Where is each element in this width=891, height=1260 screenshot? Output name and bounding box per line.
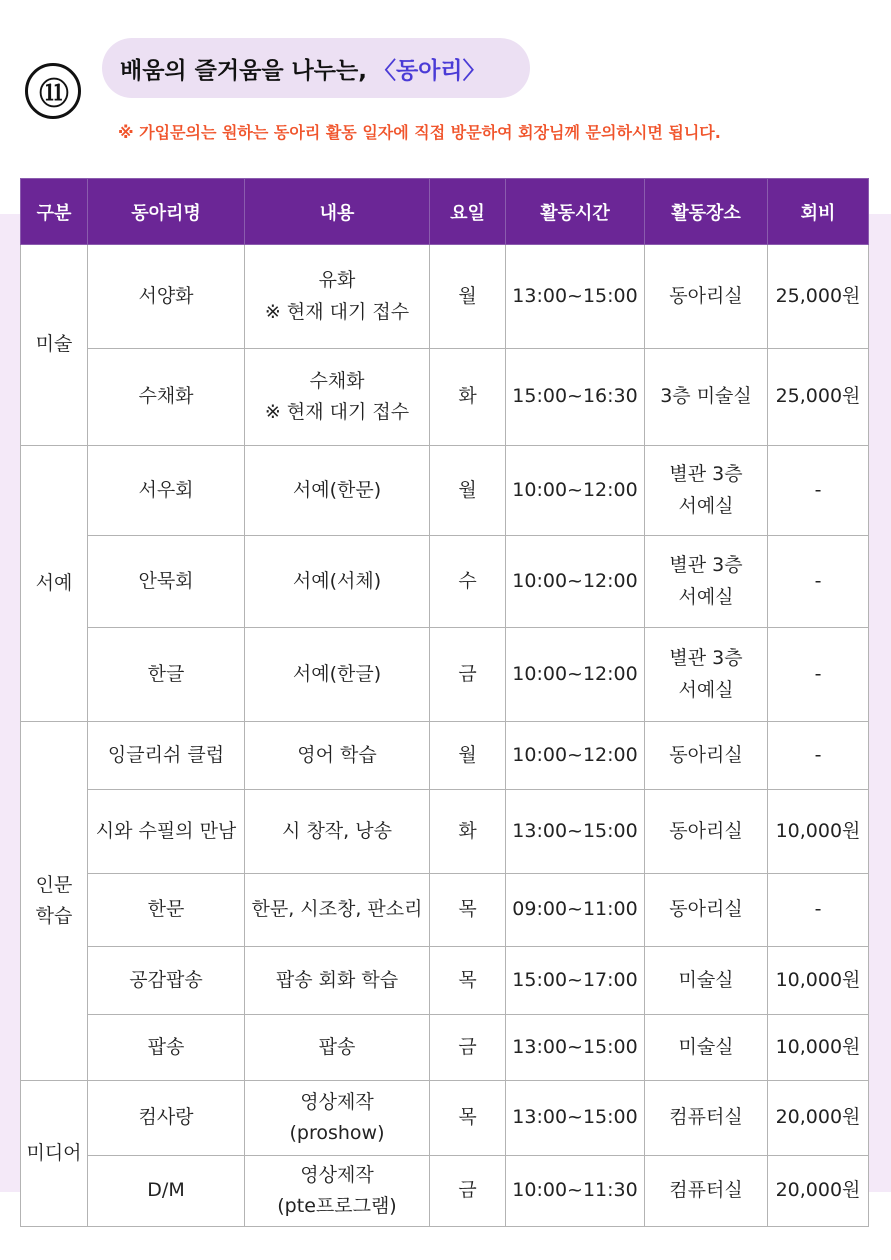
time-cell: 13:00~15:00 <box>506 1081 645 1156</box>
club-name-cell: 시와 수필의 만남 <box>88 790 245 874</box>
time-cell: 15:00~17:00 <box>506 947 645 1015</box>
place-cell <box>645 1156 768 1227</box>
fee-cell: - <box>768 722 869 790</box>
place-cell-line: 미술실 <box>678 1035 734 1058</box>
fee-cell: 10,000원 <box>768 790 869 874</box>
day-cell: 금 <box>430 1015 506 1081</box>
fee-cell: - <box>768 536 869 628</box>
category-cell <box>21 722 88 1081</box>
section-title-accent: 〈동아리〉 <box>372 57 486 84</box>
place-cell-line: 동아리실 <box>669 743 743 766</box>
table-row <box>21 1156 869 1227</box>
content-cell-line: 영상제작 <box>300 1163 374 1186</box>
table-row <box>21 874 869 947</box>
content-cell-line: (proshow) <box>289 1122 385 1144</box>
content-cell-line: 한문, 시조창, 판소리 <box>251 898 423 921</box>
category-label: 인문 <box>35 873 73 896</box>
time-cell: 13:00~15:00 <box>506 1015 645 1081</box>
section-title-text: 배움의 즐거움을 나누는, <box>120 57 367 84</box>
content-cell <box>245 790 430 874</box>
place-cell-line: 서예실 <box>678 494 734 517</box>
fee-cell: 25,000원 <box>768 245 869 349</box>
table-row <box>21 947 869 1015</box>
table-row <box>21 1081 869 1156</box>
time-cell: 13:00~15:00 <box>506 790 645 874</box>
section-title <box>102 38 530 98</box>
table-body <box>21 245 869 1227</box>
club-name-cell: 컴사랑 <box>88 1081 245 1156</box>
table-row <box>21 790 869 874</box>
content-cell <box>245 349 430 446</box>
content-cell-line: 팝송 <box>318 1035 356 1058</box>
category-label: 미디어 <box>26 1141 82 1164</box>
content-cell <box>245 536 430 628</box>
place-cell <box>645 245 768 349</box>
column-header: 회비 <box>768 179 869 245</box>
content-cell <box>245 722 430 790</box>
content-cell-line: 시 창작, 낭송 <box>282 819 392 842</box>
content-cell-line: (pte프로그램) <box>277 1195 397 1217</box>
club-name-cell: D/M <box>88 1156 245 1227</box>
time-cell: 09:00~11:00 <box>506 874 645 947</box>
time-cell: 10:00~12:00 <box>506 722 645 790</box>
day-cell: 금 <box>430 628 506 722</box>
content-cell-line: 팝송 회화 학습 <box>275 968 399 991</box>
place-cell-line: 3층 미술실 <box>660 385 752 408</box>
day-cell: 금 <box>430 1156 506 1227</box>
place-cell <box>645 536 768 628</box>
place-cell-line: 서예실 <box>678 678 734 701</box>
place-cell-line: 서예실 <box>678 585 734 608</box>
table-row <box>21 722 869 790</box>
content-cell <box>245 628 430 722</box>
fee-cell: 20,000원 <box>768 1156 869 1227</box>
fee-cell: - <box>768 446 869 536</box>
category-cell <box>21 446 88 722</box>
content-cell <box>245 947 430 1015</box>
place-cell <box>645 874 768 947</box>
fee-cell: 10,000원 <box>768 947 869 1015</box>
club-name-cell: 잉글리쉬 클럽 <box>88 722 245 790</box>
club-name-cell: 서우회 <box>88 446 245 536</box>
time-cell: 13:00~15:00 <box>506 245 645 349</box>
place-cell <box>645 790 768 874</box>
place-cell-line: 동아리실 <box>669 898 743 921</box>
club-name-cell: 안묵회 <box>88 536 245 628</box>
place-cell <box>645 1081 768 1156</box>
place-cell-line: 미술실 <box>678 968 734 991</box>
fee-cell: - <box>768 628 869 722</box>
background-band-left <box>0 214 20 1192</box>
content-cell-line: 수채화 <box>309 369 365 392</box>
content-cell-line: 서예(한문) <box>292 478 382 501</box>
place-cell-line: 컴퓨터실 <box>669 1106 743 1129</box>
membership-notice: ※ 가입문의는 원하는 동아리 활동 일자에 직접 방문하여 회장님께 문의하시면 됩니다. <box>118 123 721 142</box>
column-header: 동아리명 <box>88 179 245 245</box>
content-cell-line: 영어 학습 <box>297 743 377 766</box>
content-cell-line: 영상제작 <box>300 1090 374 1113</box>
table-row <box>21 349 869 446</box>
club-name-cell: 서양화 <box>88 245 245 349</box>
column-header: 구분 <box>21 179 88 245</box>
fee-cell: 20,000원 <box>768 1081 869 1156</box>
category-cell <box>21 245 88 446</box>
content-cell-line: 서예(서체) <box>292 569 382 592</box>
club-table <box>20 178 869 1227</box>
day-cell: 목 <box>430 1081 506 1156</box>
content-cell-line: ※ 현재 대기 접수 <box>264 300 410 323</box>
club-name-cell: 한문 <box>88 874 245 947</box>
column-header: 내용 <box>245 179 430 245</box>
table-row <box>21 628 869 722</box>
day-cell: 월 <box>430 722 506 790</box>
content-cell <box>245 1081 430 1156</box>
column-header: 활동시간 <box>506 179 645 245</box>
place-cell-line: 컴퓨터실 <box>669 1179 743 1202</box>
day-cell: 목 <box>430 947 506 1015</box>
place-cell <box>645 446 768 536</box>
column-header: 활동장소 <box>645 179 768 245</box>
place-cell-line: 별관 3층 <box>669 554 743 577</box>
category-label: 서예 <box>35 571 73 594</box>
day-cell: 화 <box>430 790 506 874</box>
content-cell <box>245 446 430 536</box>
day-cell: 화 <box>430 349 506 446</box>
table-row <box>21 446 869 536</box>
content-cell-line: ※ 현재 대기 접수 <box>264 401 410 423</box>
time-cell: 10:00~12:00 <box>506 628 645 722</box>
table-row <box>21 1015 869 1081</box>
day-cell: 월 <box>430 245 506 349</box>
place-cell <box>645 628 768 722</box>
club-name-cell: 팝송 <box>88 1015 245 1081</box>
day-cell: 수 <box>430 536 506 628</box>
table-header-row <box>21 179 869 245</box>
category-cell <box>21 1081 88 1227</box>
place-cell <box>645 722 768 790</box>
background-band-right <box>867 214 891 1192</box>
table-row <box>21 536 869 628</box>
club-name-cell: 한글 <box>88 628 245 722</box>
content-cell <box>245 1015 430 1081</box>
place-cell-line: 별관 3층 <box>669 647 743 670</box>
time-cell: 10:00~12:00 <box>506 536 645 628</box>
time-cell: 10:00~11:30 <box>506 1156 645 1227</box>
table-row <box>21 245 869 349</box>
content-cell-line: 서예(한글) <box>292 662 382 685</box>
club-name-cell: 수채화 <box>88 349 245 446</box>
category-label: 학습 <box>35 905 73 927</box>
column-header: 요일 <box>430 179 506 245</box>
time-cell: 15:00~16:30 <box>506 349 645 446</box>
time-cell: 10:00~12:00 <box>506 446 645 536</box>
place-cell-line: 동아리실 <box>669 284 743 307</box>
place-cell-line: 동아리실 <box>669 819 743 842</box>
fee-cell: 25,000원 <box>768 349 869 446</box>
content-cell <box>245 245 430 349</box>
place-cell-line: 별관 3층 <box>669 463 743 486</box>
day-cell: 월 <box>430 446 506 536</box>
content-cell <box>245 874 430 947</box>
fee-cell: 10,000원 <box>768 1015 869 1081</box>
club-name-cell: 공감팝송 <box>88 947 245 1015</box>
fee-cell: - <box>768 874 869 947</box>
place-cell <box>645 1015 768 1081</box>
day-cell: 목 <box>430 874 506 947</box>
place-cell <box>645 349 768 446</box>
content-cell <box>245 1156 430 1227</box>
section-number-badge: ⑪ <box>25 63 81 119</box>
place-cell <box>645 947 768 1015</box>
category-label: 미술 <box>35 333 73 356</box>
content-cell-line: 유화 <box>318 269 356 292</box>
